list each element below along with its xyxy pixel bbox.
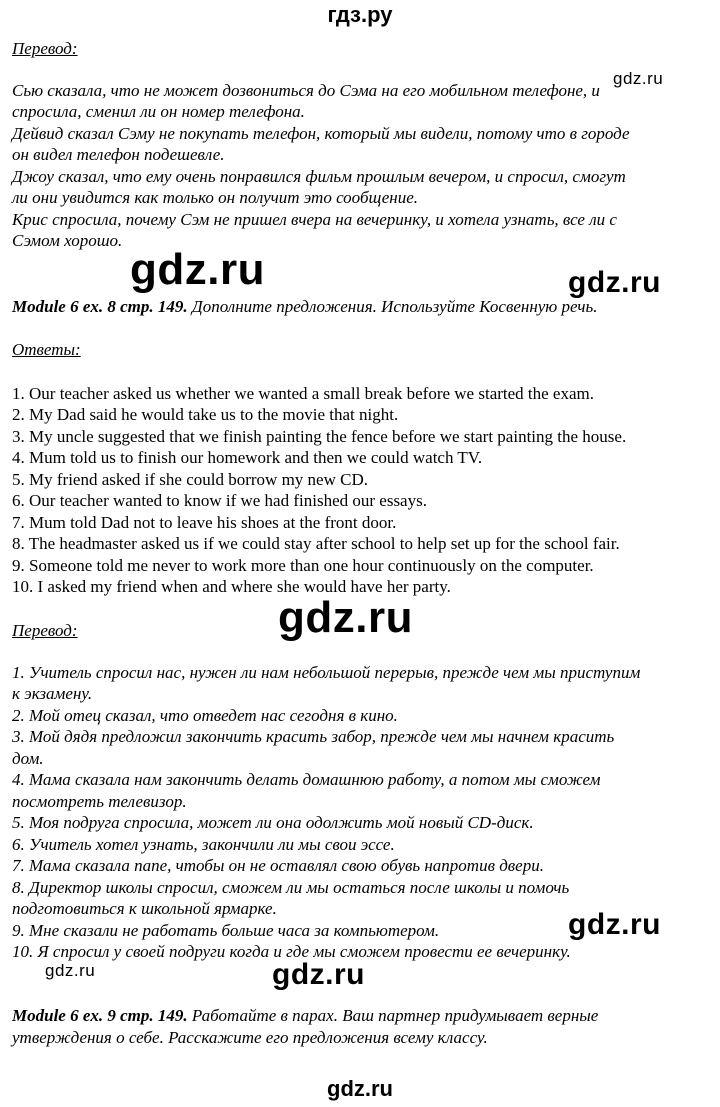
module-8-heading bbox=[12, 296, 712, 318]
translation-line: 4. Мама сказала нам закончить делать домашнюю работу, а потом мы сможем bbox=[12, 770, 601, 789]
translation-line: 6. Учитель хотел узнать, закончили ли мы свои эссе. bbox=[12, 834, 395, 854]
translation-line: 5. Моя подруга спросила, может ли она одолжить мой новый CD-диск. bbox=[12, 813, 534, 832]
module-8-task: Дополните предложения. Используйте Косвенную речь. bbox=[187, 297, 598, 316]
answer-item: 8. The headmaster asked us if we could stay after school to help set up for the school fair. bbox=[12, 534, 620, 553]
site-footer: gdz.ru bbox=[327, 1076, 393, 1101]
translation-line: Дейвид сказал Сэму не покупать телефон, который мы видели, потому что в городе bbox=[12, 123, 630, 143]
translation-line: 8. Директор школы спросил, сможем ли мы остаться после школы и помочь bbox=[12, 877, 570, 897]
translation-section-1 bbox=[12, 38, 712, 252]
module-9-task-line: Работайте в парах. Ваш партнер придумывает верные bbox=[187, 1006, 599, 1025]
answers-list bbox=[12, 383, 712, 598]
watermark: gdz.ru bbox=[272, 958, 365, 991]
translation-line: к экзамену. bbox=[12, 684, 93, 703]
watermark: gdz.ru bbox=[45, 961, 96, 980]
translation-text-1 bbox=[12, 80, 712, 252]
translation-line: дом. bbox=[12, 748, 44, 768]
watermark: gdz.ru bbox=[278, 593, 413, 642]
module-9-heading bbox=[12, 1005, 712, 1048]
answers-label: Ответы: bbox=[12, 340, 81, 359]
translation-line: 2. Мой отец сказал, что отведет нас сегодня в кино. bbox=[12, 705, 398, 725]
module-8-title: Module 6 ex. 8 стр. 149. bbox=[12, 297, 188, 316]
module-9-task-line: утверждения о себе. Расскажите его предложения всему классу. bbox=[12, 1027, 488, 1047]
answer-item: 3. My uncle suggested that we finish painting the fence before we start painting the house. bbox=[12, 426, 627, 446]
module-9-title: Module 6 ex. 9 стр. 149. bbox=[12, 1006, 188, 1025]
translation-line: 1. Учитель спросил нас, нужен ли нам небольшой перерыв, прежде чем мы приступим bbox=[12, 662, 641, 682]
translation-line: подготовиться к школьной ярмарке. bbox=[12, 899, 277, 918]
answers-section bbox=[12, 339, 712, 598]
translation-label-1: Перевод: bbox=[12, 39, 78, 58]
watermark: gdz.ru bbox=[568, 908, 661, 941]
translation-line: ли они увидится как только он получит это сообщение. bbox=[12, 188, 419, 207]
translation-line: Сью сказала, что не может дозвониться до Сэма на его мобильном телефоне, и bbox=[12, 80, 600, 100]
translation-line: 10. Я спросил у своей подруги когда и где мы сможем провести ее вечеринку. bbox=[12, 942, 571, 961]
answer-item: 4. Mum told us to finish our homework and then we could watch TV. bbox=[12, 448, 483, 467]
answer-item: 10. I asked my friend when and where she would have her party. bbox=[12, 577, 451, 596]
watermark: gdz.ru bbox=[130, 245, 265, 294]
answer-item: 6. Our teacher wanted to know if we had finished our essays. bbox=[12, 491, 427, 510]
answer-item: 2. My Dad said he would take us to the movie that night. bbox=[12, 405, 399, 424]
translation-line: 7. Мама сказала папе, чтобы он не оставлял свою обувь напротив двери. bbox=[12, 856, 544, 875]
answer-item: 9. Someone told me never to work more than one hour continuously on the computer. bbox=[12, 555, 594, 575]
watermark: gdz.ru bbox=[568, 266, 661, 299]
translation-line: Крис спросила, почему Сэм не пришел вчера на вечеринку, и хотела узнать, все ли с bbox=[12, 209, 617, 229]
translation-line: спросила, сменил ли он номер телефона. bbox=[12, 102, 305, 121]
answer-item: 1. Our teacher asked us whether we wanted a small break before we started the exam. bbox=[12, 383, 595, 403]
site-header: гдз.ру bbox=[327, 2, 393, 27]
answer-item: 7. Mum told Dad not to leave his shoes at the front door. bbox=[12, 512, 397, 532]
translation-line: 3. Мой дядя предложил закончить красить забор, прежде чем мы начнем красить bbox=[12, 727, 615, 746]
translation-line: посмотреть телевизор. bbox=[12, 791, 187, 811]
translation-line: он видел телефон подешевле. bbox=[12, 145, 225, 164]
translation-label-2: Перевод: bbox=[12, 621, 78, 640]
translation-line: 9. Мне сказали не работать больше часа за компьютером. bbox=[12, 920, 440, 940]
answer-item: 5. My friend asked if she could borrow my new CD. bbox=[12, 469, 368, 489]
translation-line: Сэмом хорошо. bbox=[12, 231, 123, 250]
translation-line: Джоу сказал, что ему очень понравился фильм прошлым вечером, и спросил, смогут bbox=[12, 166, 626, 186]
watermark: gdz.ru bbox=[613, 69, 664, 88]
